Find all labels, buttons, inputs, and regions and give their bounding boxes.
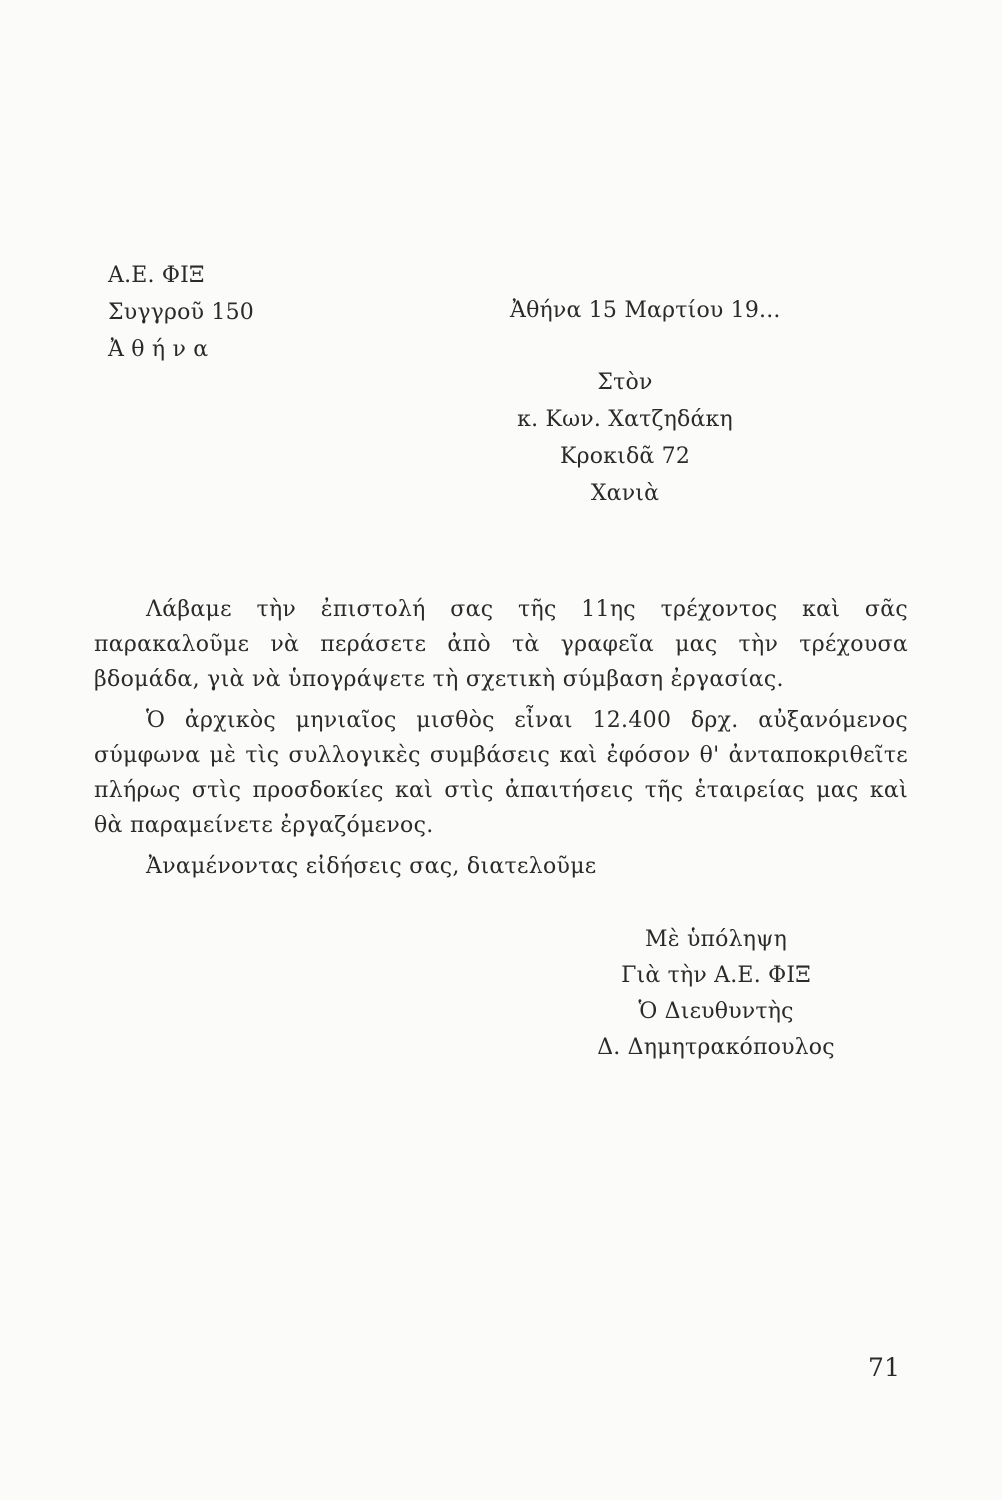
body-paragraph: Ἀναμένοντας εἰδήσεις σας, διατελοῦμε — [146, 854, 597, 879]
sender-address — [108, 257, 254, 368]
page-number: 71 — [868, 1353, 901, 1382]
closing-signatory: Δ. Δημητρακόπουλος — [597, 1035, 835, 1060]
sender-name: Α.Ε. ΦΙΞ — [108, 263, 205, 288]
sender-street: Συγγροῦ 150 — [108, 300, 254, 325]
body-paragraph: Λάβαμε τὴν ἐπιστολή σας τῆς 11ης τρέχοντος καὶ σᾶς παρακαλοῦμε νὰ περάσετε ἀπὸ τὰ γραφεῖα μας τὴν τρέχουσα βδομάδα, γιὰ νὰ ὑπογράψετε τὴ σχετικὴ σύμβαση ἐργασίας. — [94, 597, 908, 692]
recipient-address — [460, 364, 790, 512]
closing-role: Ὁ Διευθυντὴς — [638, 999, 794, 1024]
letter-body — [94, 592, 908, 890]
letter-date: Ἀθήνα 15 Μαρτίου 19... — [510, 298, 781, 323]
recipient-to: Στὸν — [597, 370, 653, 395]
recipient-name: κ. Κων. Χατζηδάκη — [517, 407, 733, 432]
recipient-street: Κροκιδᾶ 72 — [559, 444, 691, 469]
closing-regards: Μὲ ὑπόληψη — [645, 927, 787, 952]
letter-closing — [566, 922, 866, 1066]
body-paragraph: Ὁ ἀρχικὸς μηνιαῖος μισθὸς εἶναι 12.400 δρχ. αὐξανόμενος σύμφωνα μὲ τὶς συλλογικὲς συμβάσεις καὶ ἐφόσον θ' ἀνταποκριθεῖτε πλήρως στὶς προσδοκίες καὶ στὶς ἀπαιτήσεις τῆς ἑταιρείας μας καὶ θὰ παραμείνετε ἐργαζόμενος. — [94, 708, 908, 838]
closing-company: Γιὰ τὴν Α.Ε. ΦΙΞ — [621, 963, 811, 988]
sender-city: Ἀ θ ή ν α — [108, 337, 209, 362]
recipient-city: Χανιὰ — [590, 481, 660, 506]
